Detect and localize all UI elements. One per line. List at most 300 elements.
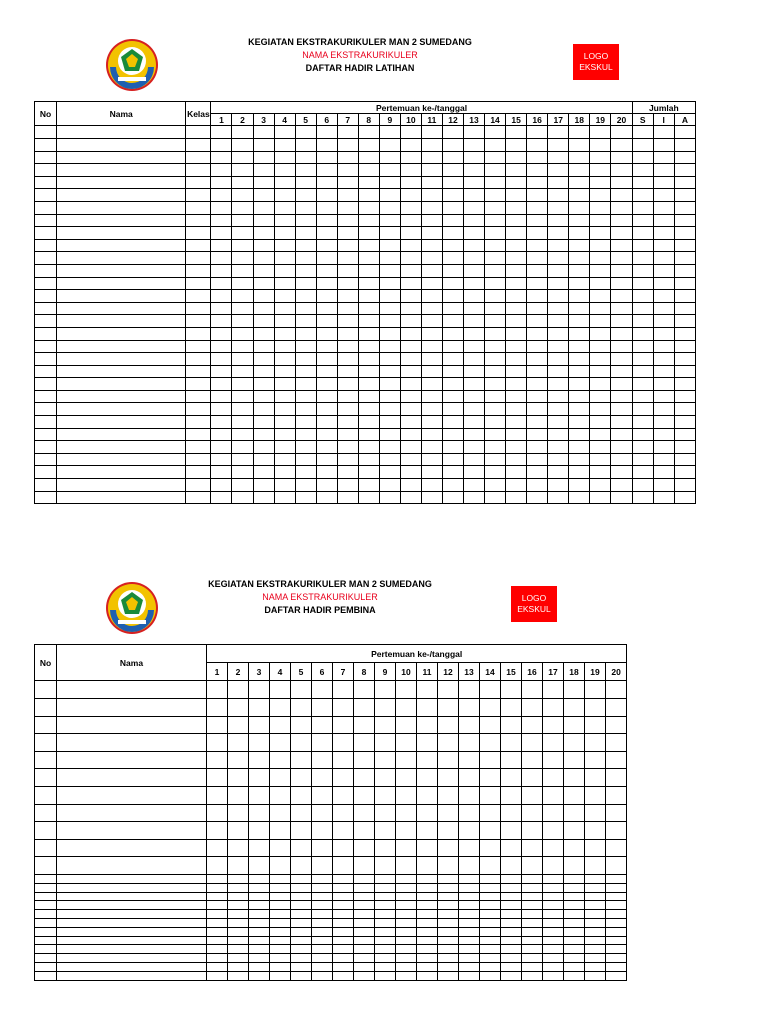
table-cell[interactable] bbox=[295, 479, 316, 492]
table-cell[interactable] bbox=[506, 302, 527, 315]
table-cell[interactable] bbox=[333, 892, 354, 901]
table-cell[interactable] bbox=[57, 277, 186, 290]
table-cell[interactable] bbox=[35, 839, 57, 857]
table-cell[interactable] bbox=[274, 479, 295, 492]
table-cell[interactable] bbox=[337, 353, 358, 366]
table-cell[interactable] bbox=[569, 327, 590, 340]
table-cell[interactable] bbox=[333, 936, 354, 945]
table-cell[interactable] bbox=[480, 918, 501, 927]
table-cell[interactable] bbox=[337, 466, 358, 479]
table-cell[interactable] bbox=[585, 857, 606, 875]
table-cell[interactable] bbox=[548, 441, 569, 454]
table-cell[interactable] bbox=[375, 857, 396, 875]
table-cell[interactable] bbox=[35, 453, 57, 466]
table-cell[interactable] bbox=[358, 403, 379, 416]
table-cell[interactable] bbox=[506, 277, 527, 290]
table-cell[interactable] bbox=[459, 786, 480, 804]
table-cell[interactable] bbox=[585, 892, 606, 901]
table-cell[interactable] bbox=[253, 403, 274, 416]
table-cell[interactable] bbox=[400, 453, 421, 466]
table-cell[interactable] bbox=[522, 892, 543, 901]
table-cell[interactable] bbox=[632, 390, 653, 403]
table-cell[interactable] bbox=[590, 403, 611, 416]
table-cell[interactable] bbox=[653, 302, 674, 315]
table-cell[interactable] bbox=[459, 918, 480, 927]
table-cell[interactable] bbox=[417, 883, 438, 892]
table-cell[interactable] bbox=[295, 453, 316, 466]
table-cell[interactable] bbox=[480, 786, 501, 804]
table-cell[interactable] bbox=[522, 954, 543, 963]
table-cell[interactable] bbox=[379, 491, 400, 504]
table-cell[interactable] bbox=[464, 403, 485, 416]
table-cell[interactable] bbox=[232, 164, 253, 177]
table-cell[interactable] bbox=[186, 214, 211, 227]
table-cell[interactable] bbox=[35, 479, 57, 492]
table-cell[interactable] bbox=[522, 804, 543, 822]
table-cell[interactable] bbox=[632, 416, 653, 429]
table-cell[interactable] bbox=[211, 428, 232, 441]
table-cell[interactable] bbox=[632, 365, 653, 378]
table-cell[interactable] bbox=[653, 315, 674, 328]
table-cell[interactable] bbox=[253, 126, 274, 139]
table-cell[interactable] bbox=[442, 290, 463, 303]
table-cell[interactable] bbox=[464, 315, 485, 328]
table-cell[interactable] bbox=[501, 681, 522, 699]
table-cell[interactable] bbox=[564, 927, 585, 936]
table-cell[interactable] bbox=[211, 340, 232, 353]
table-cell[interactable] bbox=[438, 857, 459, 875]
table-cell[interactable] bbox=[421, 164, 442, 177]
table-cell[interactable] bbox=[57, 214, 186, 227]
table-cell[interactable] bbox=[548, 139, 569, 152]
table-cell[interactable] bbox=[464, 378, 485, 391]
table-cell[interactable] bbox=[464, 201, 485, 214]
table-cell[interactable] bbox=[485, 466, 506, 479]
table-cell[interactable] bbox=[358, 491, 379, 504]
table-cell[interactable] bbox=[211, 277, 232, 290]
table-cell[interactable] bbox=[464, 491, 485, 504]
table-cell[interactable] bbox=[400, 214, 421, 227]
table-cell[interactable] bbox=[186, 139, 211, 152]
table-cell[interactable] bbox=[57, 201, 186, 214]
table-cell[interactable] bbox=[333, 734, 354, 752]
table-cell[interactable] bbox=[480, 822, 501, 840]
table-cell[interactable] bbox=[548, 403, 569, 416]
table-cell[interactable] bbox=[590, 315, 611, 328]
table-cell[interactable] bbox=[653, 252, 674, 265]
table-cell[interactable] bbox=[606, 786, 627, 804]
table-cell[interactable] bbox=[653, 264, 674, 277]
table-cell[interactable] bbox=[274, 453, 295, 466]
table-cell[interactable] bbox=[569, 428, 590, 441]
table-cell[interactable] bbox=[585, 954, 606, 963]
table-cell[interactable] bbox=[337, 390, 358, 403]
table-cell[interactable] bbox=[585, 910, 606, 919]
table-cell[interactable] bbox=[606, 839, 627, 857]
table-cell[interactable] bbox=[396, 962, 417, 971]
table-cell[interactable] bbox=[316, 201, 337, 214]
table-cell[interactable] bbox=[316, 277, 337, 290]
table-cell[interactable] bbox=[270, 901, 291, 910]
table-cell[interactable] bbox=[480, 962, 501, 971]
table-cell[interactable] bbox=[295, 290, 316, 303]
table-cell[interactable] bbox=[485, 327, 506, 340]
table-cell[interactable] bbox=[337, 252, 358, 265]
table-cell[interactable] bbox=[295, 252, 316, 265]
table-cell[interactable] bbox=[417, 804, 438, 822]
table-cell[interactable] bbox=[506, 239, 527, 252]
table-cell[interactable] bbox=[459, 769, 480, 787]
table-cell[interactable] bbox=[459, 751, 480, 769]
table-cell[interactable] bbox=[543, 954, 564, 963]
table-cell[interactable] bbox=[270, 857, 291, 875]
table-cell[interactable] bbox=[274, 403, 295, 416]
table-cell[interactable] bbox=[564, 971, 585, 980]
table-cell[interactable] bbox=[57, 927, 207, 936]
table-cell[interactable] bbox=[653, 139, 674, 152]
table-cell[interactable] bbox=[316, 327, 337, 340]
table-cell[interactable] bbox=[291, 962, 312, 971]
table-cell[interactable] bbox=[337, 302, 358, 315]
table-cell[interactable] bbox=[57, 176, 186, 189]
table-cell[interactable] bbox=[569, 201, 590, 214]
table-cell[interactable] bbox=[186, 315, 211, 328]
table-cell[interactable] bbox=[186, 164, 211, 177]
table-cell[interactable] bbox=[57, 466, 186, 479]
table-cell[interactable] bbox=[459, 971, 480, 980]
table-cell[interactable] bbox=[358, 466, 379, 479]
table-cell[interactable] bbox=[438, 769, 459, 787]
table-cell[interactable] bbox=[270, 927, 291, 936]
table-cell[interactable] bbox=[35, 353, 57, 366]
table-cell[interactable] bbox=[606, 804, 627, 822]
table-cell[interactable] bbox=[35, 751, 57, 769]
table-cell[interactable] bbox=[421, 126, 442, 139]
table-cell[interactable] bbox=[295, 201, 316, 214]
table-cell[interactable] bbox=[522, 945, 543, 954]
table-cell[interactable] bbox=[400, 201, 421, 214]
table-cell[interactable] bbox=[57, 901, 207, 910]
table-cell[interactable] bbox=[400, 466, 421, 479]
table-cell[interactable] bbox=[379, 479, 400, 492]
table-cell[interactable] bbox=[485, 353, 506, 366]
table-cell[interactable] bbox=[564, 716, 585, 734]
table-cell[interactable] bbox=[312, 734, 333, 752]
table-cell[interactable] bbox=[543, 786, 564, 804]
table-cell[interactable] bbox=[211, 441, 232, 454]
table-cell[interactable] bbox=[35, 277, 57, 290]
table-cell[interactable] bbox=[253, 315, 274, 328]
table-cell[interactable] bbox=[291, 910, 312, 919]
table-cell[interactable] bbox=[485, 491, 506, 504]
table-cell[interactable] bbox=[35, 264, 57, 277]
table-cell[interactable] bbox=[442, 139, 463, 152]
table-cell[interactable] bbox=[674, 327, 695, 340]
table-cell[interactable] bbox=[253, 353, 274, 366]
table-cell[interactable] bbox=[590, 151, 611, 164]
table-cell[interactable] bbox=[674, 189, 695, 202]
table-cell[interactable] bbox=[543, 883, 564, 892]
table-cell[interactable] bbox=[186, 340, 211, 353]
table-cell[interactable] bbox=[35, 227, 57, 240]
table-cell[interactable] bbox=[186, 252, 211, 265]
table-cell[interactable] bbox=[379, 189, 400, 202]
table-cell[interactable] bbox=[354, 901, 375, 910]
table-cell[interactable] bbox=[232, 479, 253, 492]
table-cell[interactable] bbox=[186, 365, 211, 378]
table-cell[interactable] bbox=[632, 302, 653, 315]
table-cell[interactable] bbox=[480, 954, 501, 963]
table-cell[interactable] bbox=[632, 214, 653, 227]
table-cell[interactable] bbox=[674, 378, 695, 391]
table-cell[interactable] bbox=[548, 176, 569, 189]
table-cell[interactable] bbox=[590, 277, 611, 290]
table-cell[interactable] bbox=[674, 239, 695, 252]
table-cell[interactable] bbox=[375, 954, 396, 963]
table-cell[interactable] bbox=[186, 466, 211, 479]
table-cell[interactable] bbox=[590, 164, 611, 177]
table-cell[interactable] bbox=[379, 428, 400, 441]
table-cell[interactable] bbox=[421, 403, 442, 416]
table-cell[interactable] bbox=[207, 918, 228, 927]
table-cell[interactable] bbox=[35, 176, 57, 189]
table-cell[interactable] bbox=[396, 734, 417, 752]
table-cell[interactable] bbox=[35, 954, 57, 963]
table-cell[interactable] bbox=[274, 239, 295, 252]
table-cell[interactable] bbox=[585, 901, 606, 910]
table-cell[interactable] bbox=[548, 264, 569, 277]
table-cell[interactable] bbox=[442, 164, 463, 177]
table-cell[interactable] bbox=[569, 126, 590, 139]
table-cell[interactable] bbox=[232, 277, 253, 290]
table-cell[interactable] bbox=[358, 353, 379, 366]
table-cell[interactable] bbox=[274, 416, 295, 429]
table-cell[interactable] bbox=[485, 403, 506, 416]
table-cell[interactable] bbox=[379, 126, 400, 139]
table-cell[interactable] bbox=[35, 927, 57, 936]
table-cell[interactable] bbox=[527, 479, 548, 492]
table-cell[interactable] bbox=[253, 264, 274, 277]
table-cell[interactable] bbox=[548, 315, 569, 328]
table-cell[interactable] bbox=[333, 751, 354, 769]
table-cell[interactable] bbox=[590, 353, 611, 366]
table-cell[interactable] bbox=[590, 290, 611, 303]
table-cell[interactable] bbox=[333, 804, 354, 822]
table-cell[interactable] bbox=[232, 315, 253, 328]
table-cell[interactable] bbox=[228, 734, 249, 752]
table-cell[interactable] bbox=[358, 340, 379, 353]
table-cell[interactable] bbox=[316, 139, 337, 152]
table-cell[interactable] bbox=[548, 290, 569, 303]
table-cell[interactable] bbox=[506, 264, 527, 277]
table-cell[interactable] bbox=[501, 901, 522, 910]
table-cell[interactable] bbox=[211, 453, 232, 466]
table-cell[interactable] bbox=[548, 453, 569, 466]
table-cell[interactable] bbox=[501, 751, 522, 769]
table-cell[interactable] bbox=[207, 927, 228, 936]
table-cell[interactable] bbox=[569, 302, 590, 315]
table-cell[interactable] bbox=[485, 126, 506, 139]
table-cell[interactable] bbox=[548, 214, 569, 227]
table-cell[interactable] bbox=[57, 340, 186, 353]
table-cell[interactable] bbox=[438, 751, 459, 769]
table-cell[interactable] bbox=[295, 151, 316, 164]
table-cell[interactable] bbox=[57, 971, 207, 980]
table-cell[interactable] bbox=[590, 378, 611, 391]
table-cell[interactable] bbox=[207, 910, 228, 919]
table-cell[interactable] bbox=[585, 769, 606, 787]
table-cell[interactable] bbox=[396, 857, 417, 875]
table-cell[interactable] bbox=[316, 164, 337, 177]
table-cell[interactable] bbox=[375, 971, 396, 980]
table-cell[interactable] bbox=[379, 264, 400, 277]
table-cell[interactable] bbox=[295, 491, 316, 504]
table-cell[interactable] bbox=[501, 971, 522, 980]
table-cell[interactable] bbox=[442, 428, 463, 441]
table-cell[interactable] bbox=[527, 227, 548, 240]
table-cell[interactable] bbox=[606, 901, 627, 910]
table-cell[interactable] bbox=[337, 453, 358, 466]
table-cell[interactable] bbox=[438, 822, 459, 840]
table-cell[interactable] bbox=[464, 290, 485, 303]
table-cell[interactable] bbox=[396, 883, 417, 892]
table-cell[interactable] bbox=[611, 277, 632, 290]
table-cell[interactable] bbox=[316, 491, 337, 504]
table-cell[interactable] bbox=[249, 962, 270, 971]
table-cell[interactable] bbox=[564, 786, 585, 804]
table-cell[interactable] bbox=[464, 466, 485, 479]
table-cell[interactable] bbox=[442, 479, 463, 492]
table-cell[interactable] bbox=[253, 252, 274, 265]
table-cell[interactable] bbox=[543, 918, 564, 927]
table-cell[interactable] bbox=[333, 918, 354, 927]
table-cell[interactable] bbox=[57, 139, 186, 152]
table-cell[interactable] bbox=[270, 769, 291, 787]
table-cell[interactable] bbox=[354, 786, 375, 804]
table-cell[interactable] bbox=[674, 214, 695, 227]
table-cell[interactable] bbox=[337, 340, 358, 353]
table-cell[interactable] bbox=[253, 239, 274, 252]
table-cell[interactable] bbox=[211, 290, 232, 303]
table-cell[interactable] bbox=[527, 239, 548, 252]
table-cell[interactable] bbox=[253, 227, 274, 240]
table-cell[interactable] bbox=[611, 378, 632, 391]
table-cell[interactable] bbox=[358, 139, 379, 152]
table-cell[interactable] bbox=[211, 189, 232, 202]
table-cell[interactable] bbox=[57, 239, 186, 252]
table-cell[interactable] bbox=[585, 786, 606, 804]
table-cell[interactable] bbox=[417, 786, 438, 804]
table-cell[interactable] bbox=[211, 126, 232, 139]
table-cell[interactable] bbox=[400, 239, 421, 252]
table-cell[interactable] bbox=[569, 416, 590, 429]
table-cell[interactable] bbox=[501, 954, 522, 963]
table-cell[interactable] bbox=[274, 466, 295, 479]
table-cell[interactable] bbox=[438, 962, 459, 971]
table-cell[interactable] bbox=[274, 390, 295, 403]
table-cell[interactable] bbox=[312, 839, 333, 857]
table-cell[interactable] bbox=[35, 365, 57, 378]
table-cell[interactable] bbox=[590, 365, 611, 378]
table-cell[interactable] bbox=[442, 340, 463, 353]
table-cell[interactable] bbox=[653, 277, 674, 290]
table-cell[interactable] bbox=[186, 428, 211, 441]
table-cell[interactable] bbox=[606, 874, 627, 883]
table-cell[interactable] bbox=[400, 227, 421, 240]
table-cell[interactable] bbox=[564, 892, 585, 901]
table-cell[interactable] bbox=[312, 699, 333, 717]
table-cell[interactable] bbox=[333, 769, 354, 787]
table-cell[interactable] bbox=[421, 479, 442, 492]
table-cell[interactable] bbox=[400, 441, 421, 454]
table-cell[interactable] bbox=[480, 945, 501, 954]
table-cell[interactable] bbox=[400, 126, 421, 139]
table-cell[interactable] bbox=[274, 164, 295, 177]
table-cell[interactable] bbox=[674, 466, 695, 479]
table-cell[interactable] bbox=[590, 479, 611, 492]
table-cell[interactable] bbox=[35, 971, 57, 980]
table-cell[interactable] bbox=[333, 822, 354, 840]
table-cell[interactable] bbox=[506, 479, 527, 492]
table-cell[interactable] bbox=[207, 857, 228, 875]
table-cell[interactable] bbox=[358, 453, 379, 466]
table-cell[interactable] bbox=[674, 453, 695, 466]
table-cell[interactable] bbox=[527, 252, 548, 265]
table-cell[interactable] bbox=[548, 302, 569, 315]
table-cell[interactable] bbox=[632, 353, 653, 366]
table-cell[interactable] bbox=[57, 491, 186, 504]
table-cell[interactable] bbox=[569, 466, 590, 479]
table-cell[interactable] bbox=[585, 716, 606, 734]
table-cell[interactable] bbox=[506, 428, 527, 441]
table-cell[interactable] bbox=[274, 428, 295, 441]
table-cell[interactable] bbox=[232, 416, 253, 429]
table-cell[interactable] bbox=[480, 751, 501, 769]
table-cell[interactable] bbox=[57, 786, 207, 804]
table-cell[interactable] bbox=[35, 315, 57, 328]
table-cell[interactable] bbox=[501, 892, 522, 901]
table-cell[interactable] bbox=[375, 901, 396, 910]
table-cell[interactable] bbox=[354, 839, 375, 857]
table-cell[interactable] bbox=[35, 699, 57, 717]
table-cell[interactable] bbox=[375, 892, 396, 901]
table-cell[interactable] bbox=[674, 403, 695, 416]
table-cell[interactable] bbox=[228, 892, 249, 901]
table-cell[interactable] bbox=[464, 365, 485, 378]
table-cell[interactable] bbox=[186, 453, 211, 466]
table-cell[interactable] bbox=[291, 945, 312, 954]
table-cell[interactable] bbox=[337, 164, 358, 177]
table-cell[interactable] bbox=[249, 734, 270, 752]
table-cell[interactable] bbox=[548, 365, 569, 378]
table-cell[interactable] bbox=[653, 164, 674, 177]
table-cell[interactable] bbox=[316, 315, 337, 328]
table-cell[interactable] bbox=[186, 441, 211, 454]
table-cell[interactable] bbox=[485, 151, 506, 164]
table-cell[interactable] bbox=[379, 302, 400, 315]
table-cell[interactable] bbox=[400, 189, 421, 202]
table-cell[interactable] bbox=[57, 954, 207, 963]
table-cell[interactable] bbox=[232, 290, 253, 303]
table-cell[interactable] bbox=[480, 901, 501, 910]
table-cell[interactable] bbox=[417, 699, 438, 717]
table-cell[interactable] bbox=[358, 290, 379, 303]
table-cell[interactable] bbox=[291, 734, 312, 752]
table-cell[interactable] bbox=[57, 302, 186, 315]
table-cell[interactable] bbox=[543, 699, 564, 717]
table-cell[interactable] bbox=[396, 839, 417, 857]
table-cell[interactable] bbox=[358, 327, 379, 340]
